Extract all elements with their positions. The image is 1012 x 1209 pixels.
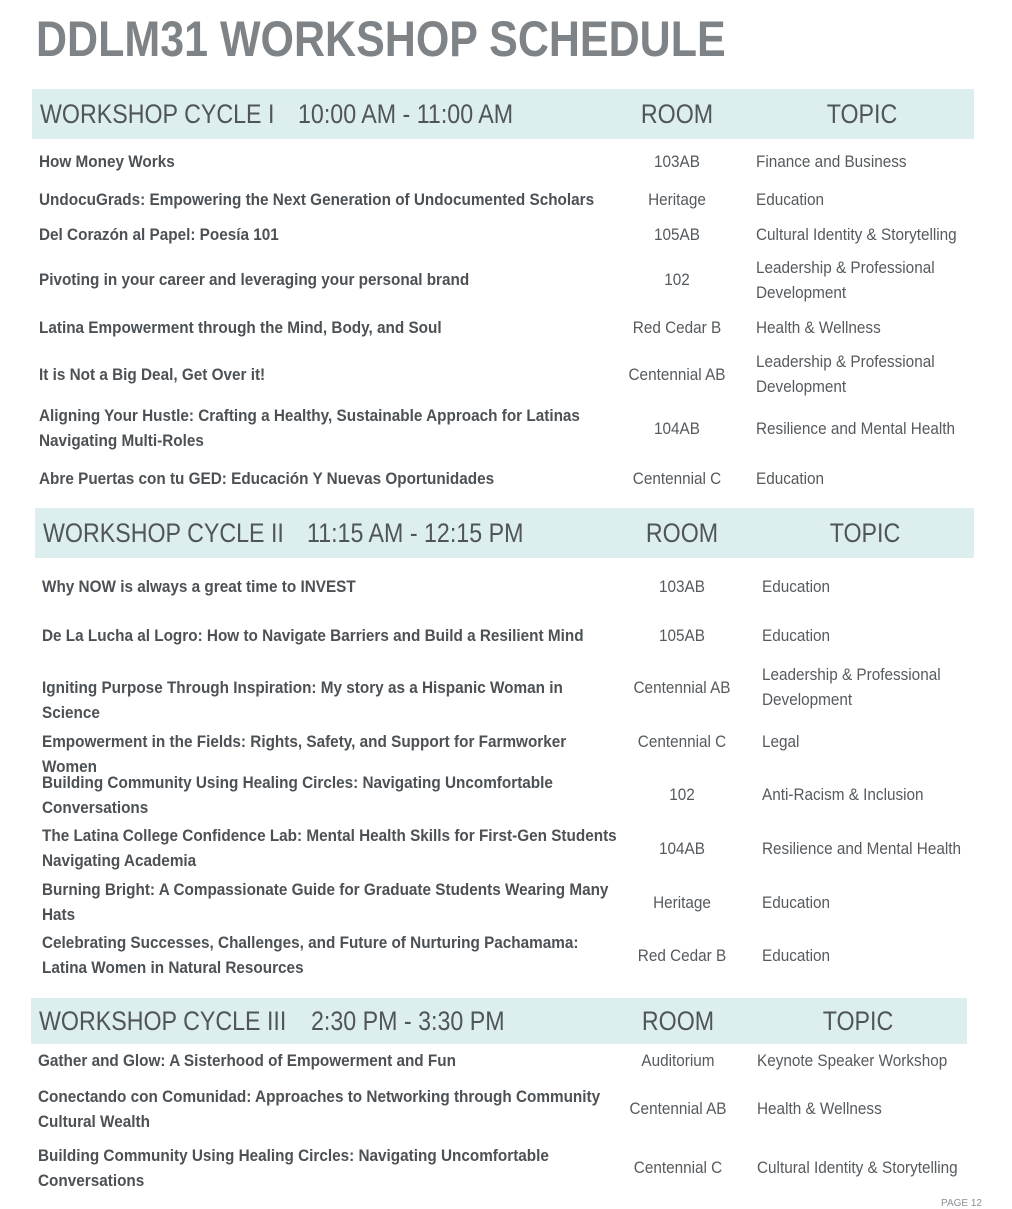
workshop-room: Centennial AB [633, 678, 731, 697]
workshop-title: Aligning Your Hustle: Crafting a Healthy, Sustainable Approach for Latinas Navigating Multi-Roles [39, 406, 580, 450]
workshop-title: Conectando con Comunidad: Approaches to Networking through Community Cultural Wealth [38, 1087, 601, 1131]
cycle-3-time: 2:30 PM - 3:30 PM [311, 1006, 505, 1036]
workshop-topic: Cultural Identity & Storytelling [757, 1158, 958, 1177]
workshop-room: Centennial C [633, 1158, 723, 1177]
page-number: PAGE 12 [941, 1198, 982, 1209]
page-title: DDLM31 WORKSHOP SCHEDULE [36, 11, 726, 67]
workshop-room: Red Cedar B [637, 946, 727, 965]
workshop-topic: Education [756, 469, 825, 488]
cycle-3-room-header: ROOM [641, 1006, 715, 1036]
cycle-2-room-header: ROOM [645, 518, 719, 548]
workshop-topic: Education [756, 190, 825, 209]
workshop-title: It is Not a Big Deal, Get Over it! [39, 365, 266, 384]
workshop-room: 104AB [659, 839, 705, 858]
workshop-topic: Leadership & Professional Development [756, 352, 935, 396]
workshop-title: Gather and Glow: A Sisterhood of Empowerment and Fun [38, 1051, 456, 1070]
workshop-title: Pivoting in your career and leveraging your personal brand [39, 270, 470, 289]
cycle-1-topic-header: TOPIC [826, 99, 898, 129]
workshop-title: Why NOW is always a great time to INVEST [42, 577, 356, 596]
workshop-title: Latina Empowerment through the Mind, Body, and Soul [39, 318, 442, 337]
workshop-room: 102 [664, 270, 690, 289]
workshop-topic: Education [762, 626, 831, 645]
workshop-room: 105AB [654, 225, 700, 244]
workshop-title: UndocuGrads: Empowering the Next Generation of Undocumented Scholars [39, 190, 595, 209]
cycle-2-name: WORKSHOP CYCLE II [43, 518, 284, 548]
workshop-room: Heritage [648, 190, 706, 209]
workshop-topic: Anti-Racism & Inclusion [762, 785, 924, 804]
workshop-room: 104AB [654, 419, 700, 438]
cycle-2-topic-header: TOPIC [829, 518, 901, 548]
workshop-topic: Legal [762, 732, 800, 751]
workshop-room: Centennial C [632, 469, 722, 488]
workshop-topic: Finance and Business [756, 152, 907, 171]
cycle-2-header [35, 508, 974, 558]
workshop-topic: Cultural Identity & Storytelling [756, 225, 957, 244]
cycle-3-header [31, 998, 967, 1044]
cycle-1-name: WORKSHOP CYCLE I [40, 99, 275, 129]
workshop-topic: Keynote Speaker Workshop [757, 1051, 948, 1070]
workshop-topic: Health & Wellness [756, 318, 881, 337]
workshop-room: 103AB [654, 152, 700, 171]
cycle-1-room-header: ROOM [640, 99, 714, 129]
workshop-title: De La Lucha al Logro: How to Navigate Barriers and Build a Resilient Mind [42, 626, 584, 645]
workshop-topic: Leadership & Professional Development [762, 665, 941, 709]
workshop-title: The Latina College Confidence Lab: Mental Health Skills for First-Gen Students Navigating Academia [42, 826, 617, 870]
workshop-topic: Leadership & Professional Development [756, 258, 935, 302]
cycle-3-name: WORKSHOP CYCLE III [39, 1006, 287, 1036]
workshop-topic: Resilience and Mental Health [762, 839, 962, 858]
workshop-title: Burning Bright: A Compassionate Guide for Graduate Students Wearing Many Hats [42, 880, 609, 924]
workshop-title: Celebrating Successes, Challenges, and Future of Nurturing Pachamama: Latina Women in Natural Resources [42, 933, 579, 977]
workshop-room: Heritage [653, 893, 711, 912]
workshop-room: Centennial AB [629, 1099, 727, 1118]
workshop-room: Red Cedar B [632, 318, 722, 337]
workshop-topic: Education [762, 893, 831, 912]
cycle-2-time: 11:15 AM - 12:15 PM [307, 518, 524, 548]
workshop-room: Auditorium [641, 1051, 715, 1070]
cycle-3-topic-header: TOPIC [822, 1006, 894, 1036]
workshop-topic: Resilience and Mental Health [756, 419, 956, 438]
workshop-title: Empowerment in the Fields: Rights, Safety, and Support for Farmworker Women [42, 732, 567, 776]
workshop-room: Centennial C [637, 732, 727, 751]
workshop-topic: Health & Wellness [757, 1099, 882, 1118]
workshop-room: Centennial AB [628, 365, 726, 384]
workshop-title: How Money Works [39, 152, 175, 171]
workshop-title: Del Corazón al Papel: Poesía 101 [39, 225, 279, 244]
workshop-title: Abre Puertas con tu GED: Educación Y Nuevas Oportunidades [39, 469, 495, 488]
cycle-1-time: 10:00 AM - 11:00 AM [298, 99, 514, 129]
cycle-1-header [32, 89, 974, 139]
workshop-title: Building Community Using Healing Circles: Navigating Uncomfortable Conversations [42, 773, 553, 817]
workshop-title: Igniting Purpose Through Inspiration: My story as a Hispanic Woman in Science [42, 678, 563, 722]
workshop-room: 105AB [659, 626, 705, 645]
workshop-room: 103AB [659, 577, 705, 596]
workshop-room: 102 [669, 785, 695, 804]
workshop-topic: Education [762, 577, 831, 596]
workshop-title: Building Community Using Healing Circles: Navigating Uncomfortable Conversations [38, 1146, 549, 1190]
workshop-topic: Education [762, 946, 831, 965]
